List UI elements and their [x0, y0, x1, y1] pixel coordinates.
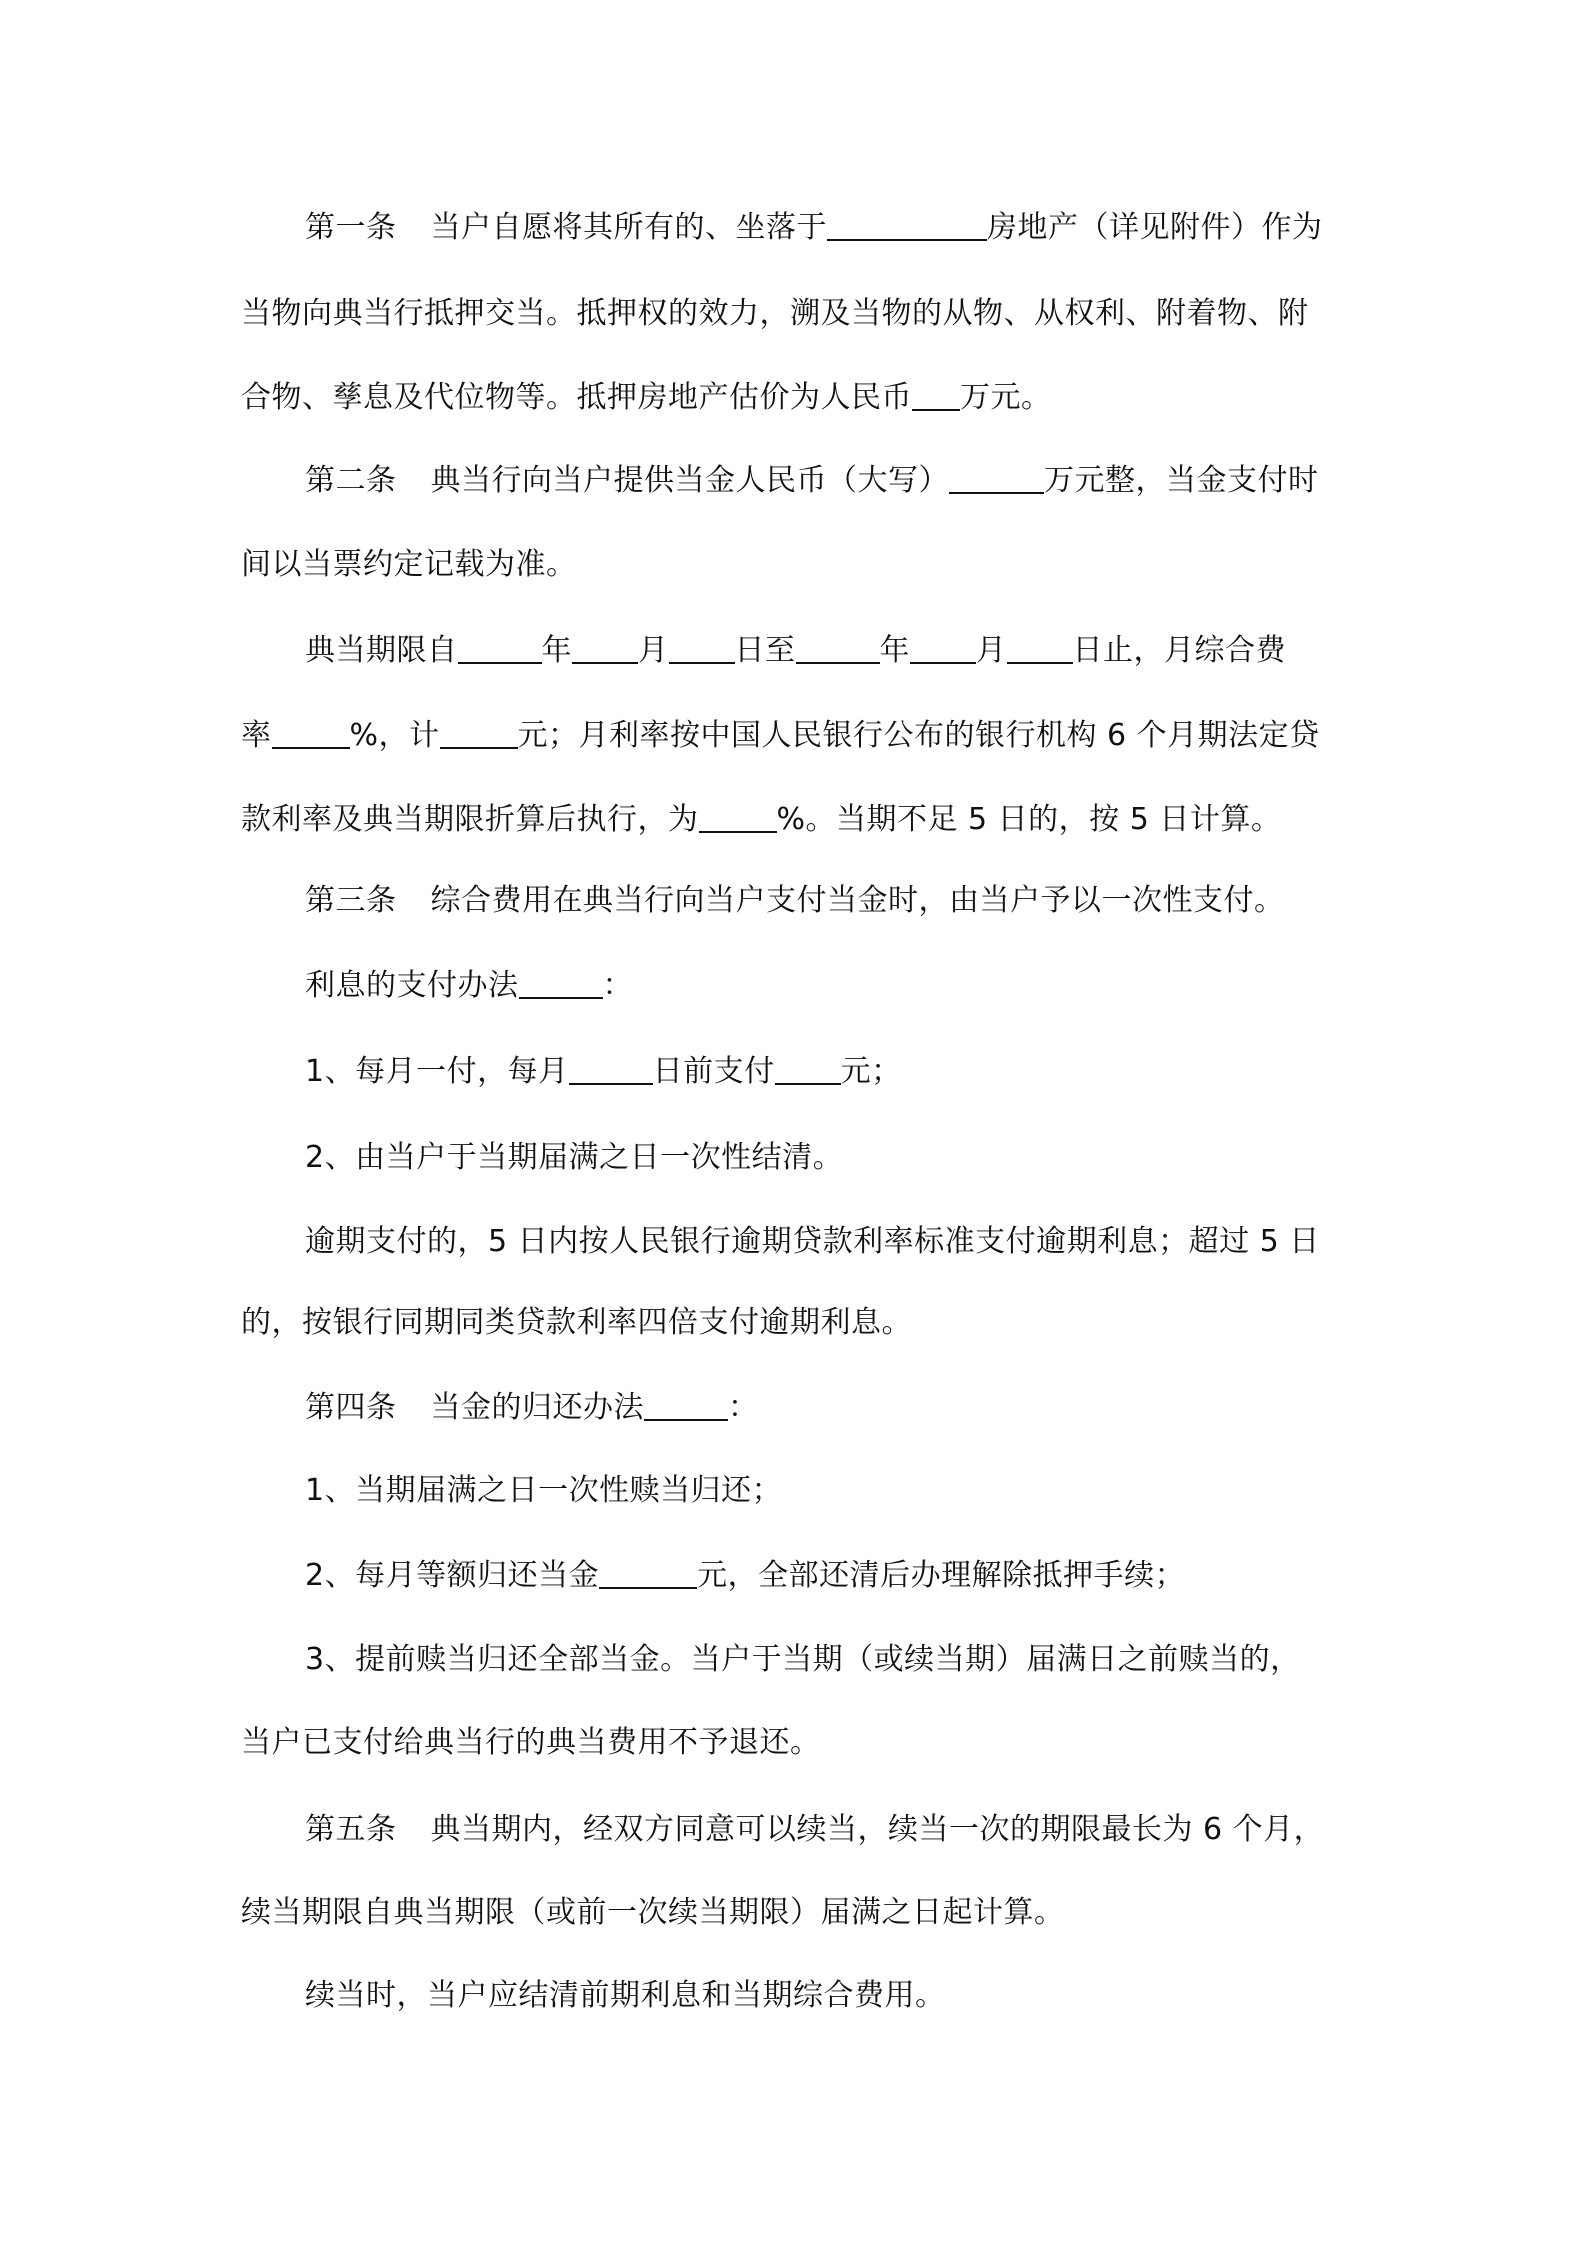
article1-text: 当户自愿将其所有的、坐落于: [430, 210, 827, 245]
rate-label: 率: [241, 718, 272, 753]
blank-amount-uppercase[interactable]: [949, 462, 1044, 494]
article1-line3: [241, 378, 1052, 418]
article3-line1: [305, 881, 1285, 921]
repay-option2-text-b: 元，全部还清后办理解除抵押手续；: [697, 1558, 1186, 1593]
article1-text3-cont: 万元。: [960, 380, 1052, 415]
repay-option3-cont: 当户已支付给典当行的典当费用不予退还。: [241, 1725, 821, 1760]
blank-location[interactable]: [827, 209, 987, 241]
article1-label: 第一条: [305, 210, 397, 245]
term-year1: 年: [541, 633, 572, 668]
interest-method-colon: ：: [602, 968, 633, 1003]
article1-line1: [305, 208, 1323, 248]
repay-option1: 1、当期届满之日一次性赎当归还；: [305, 1473, 783, 1508]
article5-line2: 续当期限自典当期限（或前一次续当期限）届满之日起计算。: [241, 1895, 1065, 1930]
rate-text-c: 元；月利率按中国人民银行公布的银行机构 6 个月期法定贷: [517, 718, 1320, 753]
term-line: [305, 631, 1286, 671]
article2-text-cont: 万元整，当金支付时: [1044, 463, 1319, 498]
option1-text-a: 1、每月一付，每月: [305, 1054, 569, 1089]
rate2-text-b: %。当期不足 5 日的，按 5 日计算。: [776, 802, 1282, 837]
interest-method-line: [305, 966, 633, 1006]
interest-option2: 2、由当户于当期届满之日一次性结清。: [305, 1140, 844, 1175]
repay-option2: [305, 1556, 1185, 1596]
article4-label: 第四条: [305, 1390, 397, 1425]
option1-text-c: 元；: [840, 1054, 902, 1089]
article3-text: 综合费用在典当行向当户支付当金时，由当户予以一次性支付。: [430, 883, 1285, 918]
blank-end-month[interactable]: [910, 632, 976, 664]
interest-option1: [305, 1052, 902, 1092]
term-month2: 月: [976, 633, 1007, 668]
article1-text3: 合物、孳息及代位物等。抵押房地产估价为人民币: [241, 380, 912, 415]
term-label: 典当期限自: [305, 633, 458, 668]
blank-start-month[interactable]: [572, 632, 638, 664]
article5-label: 第五条: [305, 1812, 397, 1847]
article2-line1: [305, 461, 1319, 501]
article1-text-cont: 房地产（详见附件）作为: [987, 210, 1323, 245]
repay-option2-text-a: 2、每月等额归还当金: [305, 1558, 600, 1593]
article4-line1: [305, 1388, 759, 1428]
blank-end-day[interactable]: [1007, 632, 1073, 664]
blank-repayment-method[interactable]: [644, 1389, 728, 1421]
blank-payment-amount[interactable]: [775, 1053, 841, 1085]
article2-label: 第二条: [305, 463, 397, 498]
interest-method-label: 利息的支付办法: [305, 968, 519, 1003]
article5-text: 典当期内，经双方同意可以续当，续当一次的期限最长为 6 个月，: [430, 1812, 1325, 1847]
blank-fee-amount[interactable]: [440, 717, 518, 749]
term-day2: 日止，月综合费: [1072, 633, 1286, 668]
option1-text-b: 日前支付: [652, 1054, 775, 1089]
late-payment-line1: 逾期支付的，5 日内按人民银行逾期贷款利率标准支付逾期利息；超过 5 日: [305, 1224, 1320, 1259]
term-year2: 年: [879, 633, 910, 668]
blank-start-year[interactable]: [458, 632, 542, 664]
article2-line2: 间以当票约定记载为准。: [241, 547, 577, 582]
article5-line1: [305, 1810, 1324, 1850]
blank-interest-method[interactable]: [519, 967, 603, 999]
article1-line2: 当物向典当行抵押交当。抵押权的效力，溯及当物的从物、从权利、附着物、附: [241, 296, 1309, 331]
rate2-line: [241, 800, 1281, 840]
rate-line: [241, 716, 1320, 756]
term-month1: 月: [638, 633, 669, 668]
repay-option3: 3、提前赎当归还全部当金。当户于当期（或续当期）届满日之前赎当的，: [305, 1642, 1301, 1677]
article4-text: 当金的归还办法: [430, 1390, 644, 1425]
blank-interest-rate[interactable]: [699, 801, 777, 833]
article3-label: 第三条: [305, 883, 397, 918]
rate-text-b: %，计: [349, 718, 440, 753]
term-day1: 日至: [734, 633, 796, 668]
article4-colon: ：: [728, 1390, 759, 1425]
rate2-text-a: 款利率及典当期限折算后执行，为: [241, 802, 699, 837]
blank-fee-rate[interactable]: [272, 717, 350, 749]
blank-valuation[interactable]: [912, 379, 960, 411]
blank-payment-day[interactable]: [569, 1053, 653, 1085]
blank-end-year[interactable]: [796, 632, 880, 664]
blank-start-day[interactable]: [669, 632, 735, 664]
blank-monthly-repayment[interactable]: [599, 1557, 697, 1589]
article2-text: 典当行向当户提供当金人民币（大写）: [430, 463, 949, 498]
article5-line3: 续当时，当户应结清前期利息和当期综合费用。: [305, 1978, 946, 2013]
late-payment-line2: 的，按银行同期同类贷款利率四倍支付逾期利息。: [241, 1305, 912, 1340]
